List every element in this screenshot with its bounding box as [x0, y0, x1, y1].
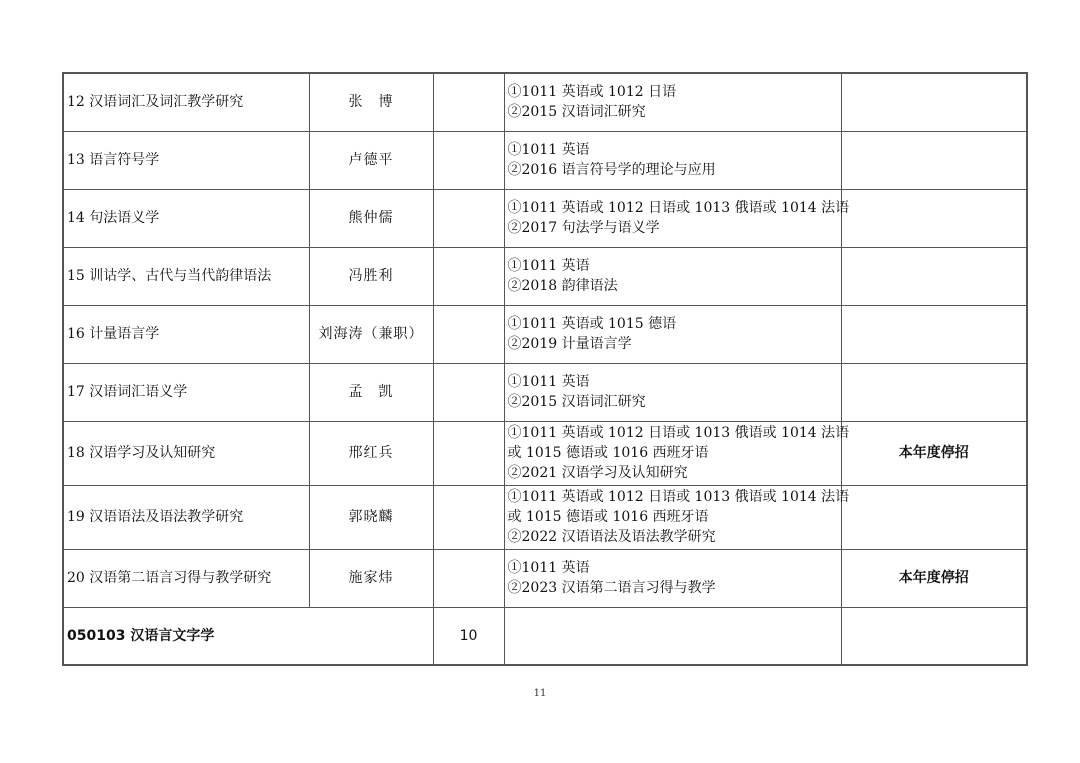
exam-subject-line: ②2016 语言符号学的理论与应用	[507, 162, 716, 178]
note-cell	[841, 189, 1027, 247]
count-cell	[433, 485, 504, 549]
direction-cell: 16 计量语言学	[63, 305, 309, 363]
exam-subjects-cell	[504, 421, 850, 485]
summary-row	[63, 607, 1027, 665]
exam-subjects-cell	[504, 485, 850, 549]
table-row	[63, 73, 1027, 131]
direction-cell: 15 训诂学、古代与当代韵律语法	[63, 247, 309, 305]
count-cell	[433, 421, 504, 485]
supervisor-cell: 邢红兵	[309, 421, 433, 485]
exam-subject-line: ①1011 英语	[507, 258, 590, 274]
exam-subject-line: ①1011 英语或 1012 日语或 1013 俄语或 1014 法语	[507, 425, 850, 441]
count-cell	[433, 549, 504, 607]
table-row	[63, 189, 1027, 247]
supervisor-cell: 孟 凯	[309, 363, 433, 421]
supervisor-cell: 冯胜利	[309, 247, 433, 305]
table-row	[63, 421, 1027, 485]
exam-subject-line: ①1011 英语	[507, 560, 590, 576]
count-cell	[433, 363, 504, 421]
note-cell: 本年度停招	[841, 421, 1027, 485]
table-row	[63, 549, 1027, 607]
table-row	[63, 247, 1027, 305]
exam-subjects-cell	[504, 363, 841, 421]
direction-cell: 12 汉语词汇及词汇教学研究	[63, 73, 309, 131]
exam-subjects-cell	[504, 549, 841, 607]
exam-subject-line: ①1011 英语或 1012 日语或 1013 俄语或 1014 法语	[507, 200, 850, 216]
exam-subject-line: 或 1015 德语或 1016 西班牙语	[507, 445, 709, 461]
exam-subjects-cell	[504, 131, 841, 189]
note-cell: 本年度停招	[841, 549, 1027, 607]
count-cell	[433, 305, 504, 363]
table-row	[63, 131, 1027, 189]
note-cell	[841, 363, 1027, 421]
exam-subject-line: ①1011 英语	[507, 142, 590, 158]
supervisor-cell: 卢德平	[309, 131, 433, 189]
note-cell	[841, 485, 1027, 549]
exam-subjects-cell	[504, 73, 841, 131]
exam-subject-line: 或 1015 德语或 1016 西班牙语	[507, 509, 709, 525]
direction-cell: 18 汉语学习及认知研究	[63, 421, 309, 485]
exam-subject-line: ②2023 汉语第二语言习得与教学	[507, 580, 716, 596]
note-cell	[841, 131, 1027, 189]
count-cell	[433, 73, 504, 131]
exam-subject-line: ②2022 汉语语法及语法教学研究	[507, 529, 716, 545]
count-cell	[433, 247, 504, 305]
direction-cell: 17 汉语词汇语义学	[63, 363, 309, 421]
admissions-table	[62, 72, 1028, 666]
note-cell	[841, 607, 1027, 665]
exam-subject-line: ①1011 英语或 1012 日语	[507, 84, 677, 101]
supervisor-cell: 张 博	[309, 73, 433, 131]
exam-subject-line: ②2018 韵律语法	[507, 278, 618, 294]
supervisor-cell: 刘海涛（兼职）	[309, 305, 433, 363]
page-number: 11	[533, 688, 547, 699]
direction-cell: 14 句法语义学	[63, 189, 309, 247]
table-row	[63, 305, 1027, 363]
exam-subject-line: ①1011 英语或 1012 日语或 1013 俄语或 1014 法语	[507, 489, 850, 505]
exam-subject-line: ②2015 汉语词汇研究	[507, 394, 646, 410]
direction-cell: 19 汉语语法及语法教学研究	[63, 485, 309, 549]
note-cell	[841, 247, 1027, 305]
exam-subjects-cell	[504, 189, 850, 247]
exam-subjects-cell	[504, 247, 841, 305]
exam-subject-line: ②2021 汉语学习及认知研究	[507, 465, 688, 481]
enrollment-count-cell: 10	[433, 607, 504, 665]
note-cell	[841, 73, 1027, 131]
major-code-cell: 050103 汉语言文字学	[63, 607, 433, 665]
supervisor-cell: 郭晓麟	[309, 485, 433, 549]
exam-subject-line: ②2017 句法学与语义学	[507, 220, 660, 236]
count-cell	[433, 131, 504, 189]
note-cell	[841, 305, 1027, 363]
supervisor-cell: 熊仲儒	[309, 189, 433, 247]
exam-subject-line: ①1011 英语	[507, 374, 590, 390]
count-cell	[433, 189, 504, 247]
exam-subject-line: ②2019 计量语言学	[507, 336, 632, 352]
table-row	[63, 485, 1027, 549]
exam-subjects-cell	[504, 305, 841, 363]
exam-subjects-cell	[504, 607, 841, 665]
exam-subject-line: ②2015 汉语词汇研究	[507, 104, 646, 121]
direction-cell: 13 语言符号学	[63, 131, 309, 189]
supervisor-cell: 施家炜	[309, 549, 433, 607]
direction-cell: 20 汉语第二语言习得与教学研究	[63, 549, 309, 607]
table-row	[63, 363, 1027, 421]
exam-subject-line: ①1011 英语或 1015 德语	[507, 316, 677, 332]
